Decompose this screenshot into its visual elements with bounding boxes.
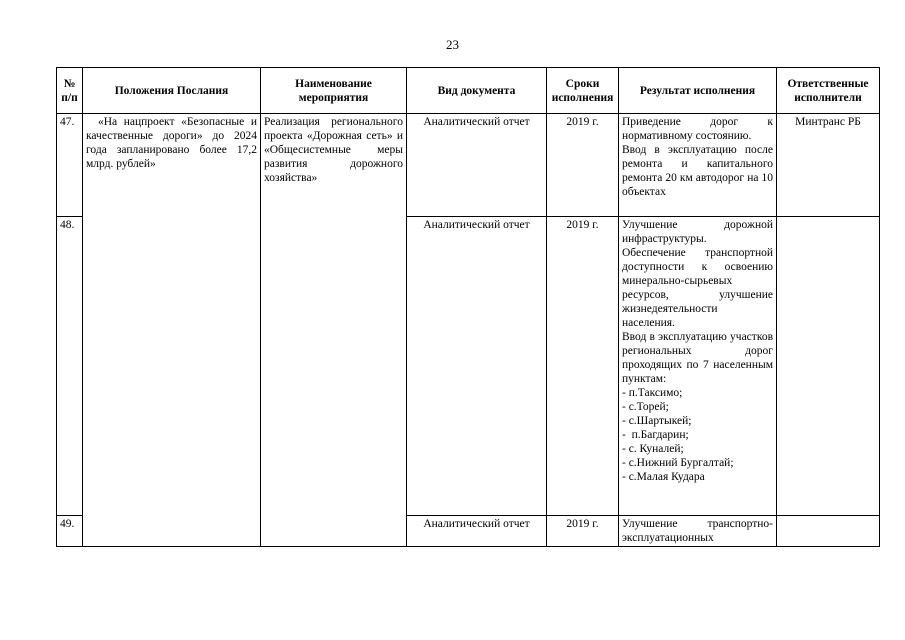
provision-cell: «На нацпроект «Безопасные и качественные дороги» до 2024 года запланировано более 17,2 млрд. рублей» — [83, 114, 261, 547]
deadline-cell: 2019 г. — [547, 217, 619, 516]
responsible-cell: Минтранс РБ — [777, 114, 880, 217]
result-cell — [619, 516, 777, 547]
result-line: - с.Шартыкей; — [622, 415, 692, 427]
header-doc-type: Вид документа — [407, 68, 547, 114]
result-line: Ввод в эксплуатацию участков региональных дорог проходящих по 7 населенным пунктам: — [622, 331, 773, 385]
table-row — [57, 114, 880, 217]
page-number: 23 — [446, 37, 459, 52]
row-num: 49. — [57, 516, 83, 547]
row-num: 48. — [57, 217, 83, 516]
header-provisions: Положения Послания — [83, 68, 261, 114]
result-cell — [619, 217, 777, 516]
header-num: № п/п — [57, 68, 83, 114]
deadline-cell: 2019 г. — [547, 516, 619, 547]
result-line: Обеспечение транспортной доступности к освоению минерально-сырьевых ресурсов, улучшение жизнедеятельности населения. — [622, 247, 773, 329]
result-line: Приведение дорог к нормативному состоянию. — [622, 116, 773, 142]
deadline-cell: 2019 г. — [547, 114, 619, 217]
result-line: - с.Торей; — [622, 401, 669, 413]
doc-type-cell: Аналитический отчет — [407, 217, 547, 516]
result-line: - с.Малая Кудара — [622, 471, 705, 483]
responsible-cell — [777, 217, 880, 516]
result-line: - п.Багдарин; — [622, 429, 689, 441]
result-line: Улучшение транспортно-эксплуатационных — [622, 518, 773, 544]
doc-type-cell: Аналитический отчет — [407, 516, 547, 547]
event-cell: Реализация регионального проекта «Дорожная сеть» и «Общесистемные меры развития дорожного хозяйства» — [261, 114, 407, 547]
result-line: Улучшение дорожной инфраструктуры. — [622, 219, 773, 245]
header-result: Результат исполнения — [619, 68, 777, 114]
header-event: Наименование мероприятия — [261, 68, 407, 114]
result-line: - с.Нижний Бургалтай; — [622, 457, 734, 469]
header-responsible: Ответственные исполнители — [777, 68, 880, 114]
row-num: 47. — [57, 114, 83, 217]
header-deadline: Сроки исполнения — [547, 68, 619, 114]
plan-table — [56, 67, 880, 547]
header-row — [57, 68, 880, 114]
responsible-cell — [777, 516, 880, 547]
doc-type-cell: Аналитический отчет — [407, 114, 547, 217]
result-line: - с. Куналей; — [622, 443, 684, 455]
result-cell — [619, 114, 777, 217]
result-line: - п.Таксимо; — [622, 387, 683, 399]
result-line: Ввод в эксплуатацию после ремонта и капитального ремонта 20 км автодорог на 10 объектах — [622, 144, 773, 198]
